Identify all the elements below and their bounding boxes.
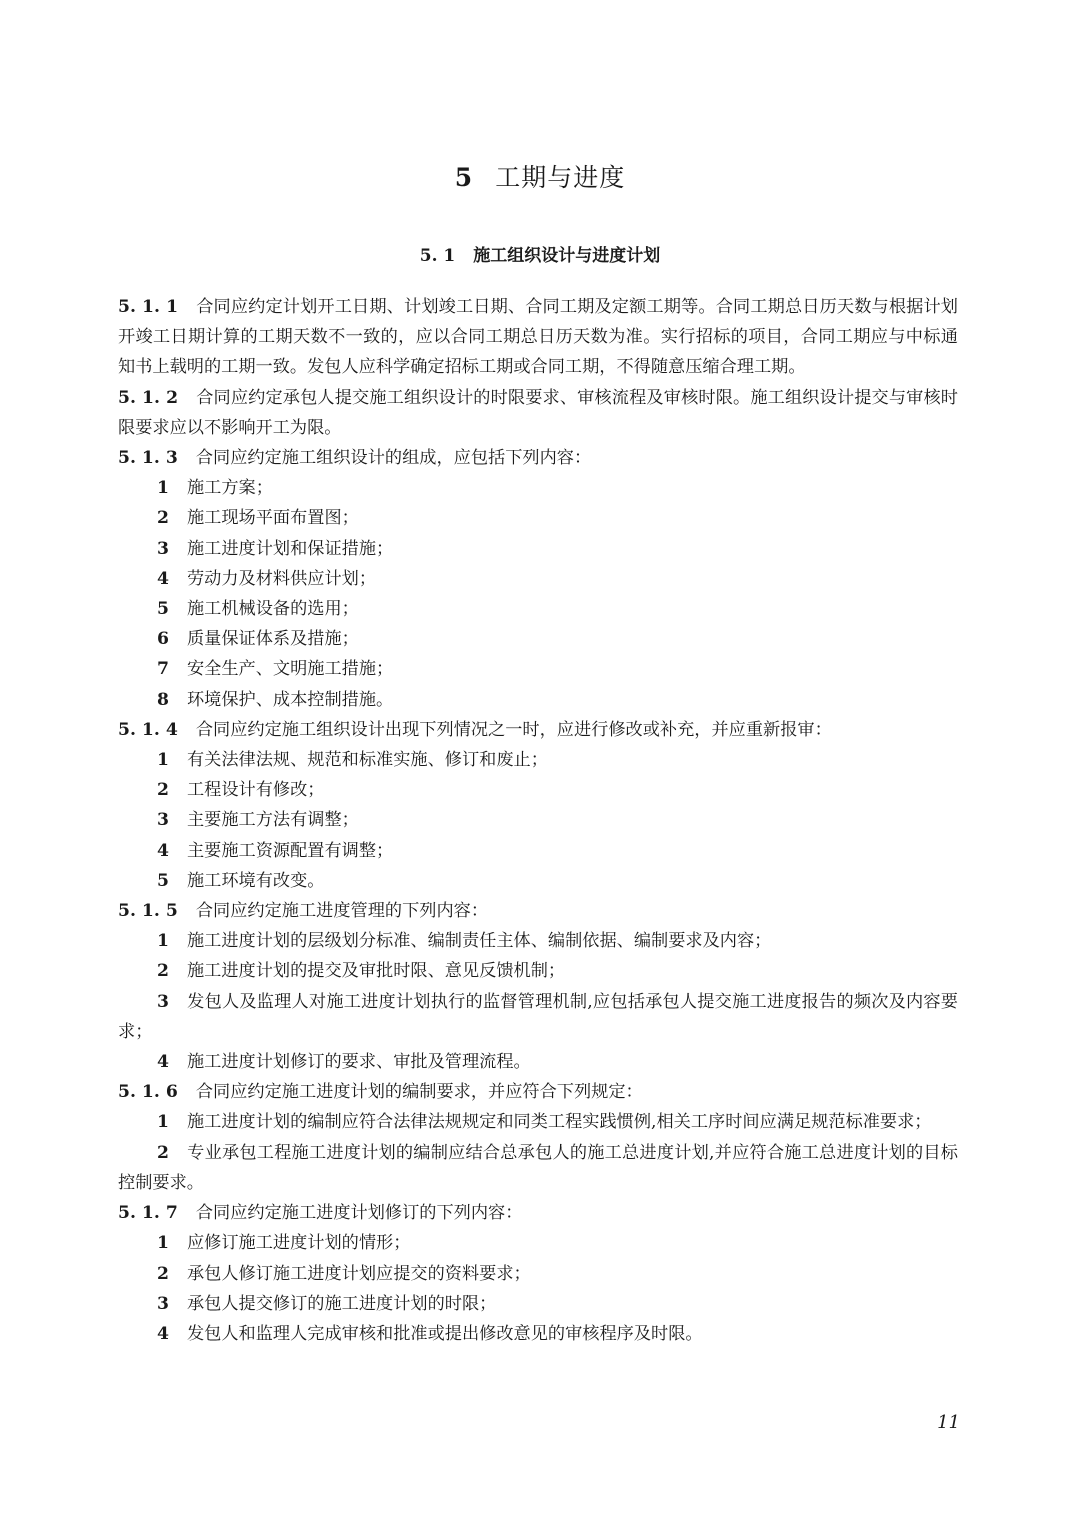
list-item: [118, 745, 958, 775]
clause-number: 5. 1. 4: [118, 719, 178, 740]
list-item: [118, 1228, 958, 1258]
item-number: 8: [157, 689, 169, 710]
item-number: 5: [157, 870, 169, 891]
chapter-number: 5: [454, 163, 474, 192]
list-item: [118, 926, 958, 956]
list-item: [118, 805, 958, 835]
list-item: [118, 654, 958, 684]
list-item: [118, 624, 958, 654]
clause-text: 合同应约定施工组织设计出现下列情况之一时，应进行修改或补充，并应重新报审：: [195, 719, 832, 740]
item-number: 2: [157, 508, 169, 529]
list-item: [118, 1138, 958, 1198]
clause-text: 合同应约定施工进度计划的编制要求，并应符合下列规定：: [195, 1082, 643, 1103]
clause-text: 合同应约定计划开工日期、计划竣工日期、合同工期及定额工期等。合同工期总日历天数与根据计划开竣工日期计算的工期天数不一致的，应以合同工期总日历天数为准。实行招标的项目，合同工期应与中标通知书上载明的工期一致。发包人应科学确定招标工期或合同工期，不得随意压缩合理工期。: [118, 297, 958, 378]
clause: [118, 443, 958, 473]
item-text: 安全生产、文明施工措施；: [186, 659, 394, 680]
section-title: 施工组织设计与进度计划: [473, 246, 661, 266]
section-number: 5. 1: [419, 246, 456, 266]
clause: [118, 896, 958, 926]
list-item: [118, 1319, 958, 1349]
clause: [118, 1198, 958, 1228]
list-item: [118, 1259, 958, 1289]
clause-number: 5. 1. 5: [118, 901, 178, 922]
item-number: 3: [157, 1293, 169, 1314]
list-item: [118, 685, 958, 715]
list-item: [118, 1289, 958, 1319]
item-text: 施工进度计划和保证措施；: [186, 538, 394, 559]
item-text: 施工现场平面布置图；: [186, 508, 359, 529]
item-number: 2: [157, 961, 169, 982]
clause: [118, 715, 958, 745]
clause: [118, 383, 958, 443]
item-text: 应修订施工进度计划的情形；: [186, 1233, 411, 1254]
page-number: 11: [937, 1412, 960, 1433]
list-item: [118, 775, 958, 805]
item-text: 施工进度计划修订的要求、审批及管理流程。: [186, 1052, 531, 1073]
item-number: 3: [157, 810, 169, 831]
item-number: 4: [157, 1052, 169, 1073]
section-heading: [0, 241, 1080, 266]
item-number: 1: [157, 1112, 169, 1133]
item-text: 有关法律法规、规范和标准实施、修订和废止；: [186, 750, 548, 771]
chapter-title: 工期与进度: [495, 163, 626, 192]
item-number: 2: [157, 1142, 169, 1163]
item-text: 施工环境有改变。: [186, 870, 325, 891]
item-text: 承包人提交修订的施工进度计划的时限；: [186, 1293, 497, 1314]
item-text: 施工进度计划的层级划分标准、编制责任主体、编制依据、编制要求及内容；: [186, 931, 772, 952]
item-number: 3: [157, 991, 169, 1012]
item-text: 质量保证体系及措施；: [186, 629, 359, 650]
list-item: [118, 503, 958, 533]
list-item: [118, 987, 958, 1047]
item-number: 4: [157, 568, 169, 589]
clause-number: 5. 1. 7: [118, 1203, 178, 1224]
item-number: 5: [157, 599, 169, 620]
item-text: 发包人及监理人对施工进度计划执行的监督管理机制,应包括承包人提交施工进度报告的频次及内容要求；: [118, 991, 958, 1042]
item-text: 施工进度计划的提交及审批时限、意见反馈机制；: [186, 961, 566, 982]
list-item: [118, 534, 958, 564]
item-text: 专业承包工程施工进度计划的编制应结合总承包人的施工总进度计划,并应符合施工总进度计划的目标控制要求。: [118, 1142, 958, 1193]
clause-number: 5. 1. 2: [118, 387, 179, 408]
list-item: [118, 594, 958, 624]
list-item: [118, 1047, 958, 1077]
list-item: [118, 956, 958, 986]
clause-text: 合同应约定施工进度管理的下列内容：: [195, 901, 489, 922]
chapter-heading: [0, 158, 1080, 194]
list-item: [118, 866, 958, 896]
item-number: 2: [157, 1263, 169, 1284]
item-number: 1: [157, 750, 169, 771]
clause-text: 合同应约定施工组织设计的组成，应包括下列内容：: [195, 448, 592, 469]
item-number: 4: [157, 1323, 169, 1344]
clause: [118, 292, 958, 383]
item-number: 1: [157, 931, 169, 952]
item-text: 劳动力及材料供应计划；: [186, 568, 377, 589]
item-text: 主要施工方法有调整；: [186, 810, 359, 831]
list-item: [118, 564, 958, 594]
item-number: 2: [157, 780, 169, 801]
item-text: 发包人和监理人完成审核和批准或提出修改意见的审核程序及时限。: [186, 1323, 703, 1344]
item-text: 承包人修订施工进度计划应提交的资料要求；: [186, 1263, 531, 1284]
list-item: [118, 473, 958, 503]
item-number: 1: [157, 478, 169, 499]
clause-text: 合同应约定施工进度计划修订的下列内容：: [195, 1203, 523, 1224]
item-text: 施工进度计划的编制应符合法律法规规定和同类工程实践惯例,相关工序时间应满足规范标准要求；: [186, 1112, 932, 1133]
item-text: 主要施工资源配置有调整；: [186, 840, 394, 861]
clause-number: 5. 1. 3: [118, 448, 178, 469]
item-number: 6: [157, 629, 169, 650]
clause: [118, 1077, 958, 1107]
item-number: 3: [157, 538, 169, 559]
item-text: 施工机械设备的选用；: [186, 599, 359, 620]
list-item: [118, 1107, 958, 1137]
item-text: 工程设计有修改；: [186, 780, 325, 801]
item-text: 环境保护、成本控制措施。: [186, 689, 394, 710]
item-text: 施工方案；: [186, 478, 273, 499]
item-number: 7: [157, 659, 169, 680]
list-item: [118, 836, 958, 866]
clause-number: 5. 1. 6: [118, 1082, 178, 1103]
clause-text: 合同应约定承包人提交施工组织设计的时限要求、审核流程及审核时限。施工组织设计提交与审核时限要求应以不影响开工为限。: [118, 387, 958, 438]
document-body: [118, 292, 958, 1349]
item-number: 1: [157, 1233, 169, 1254]
item-number: 4: [157, 840, 169, 861]
clause-number: 5. 1. 1: [118, 297, 179, 317]
